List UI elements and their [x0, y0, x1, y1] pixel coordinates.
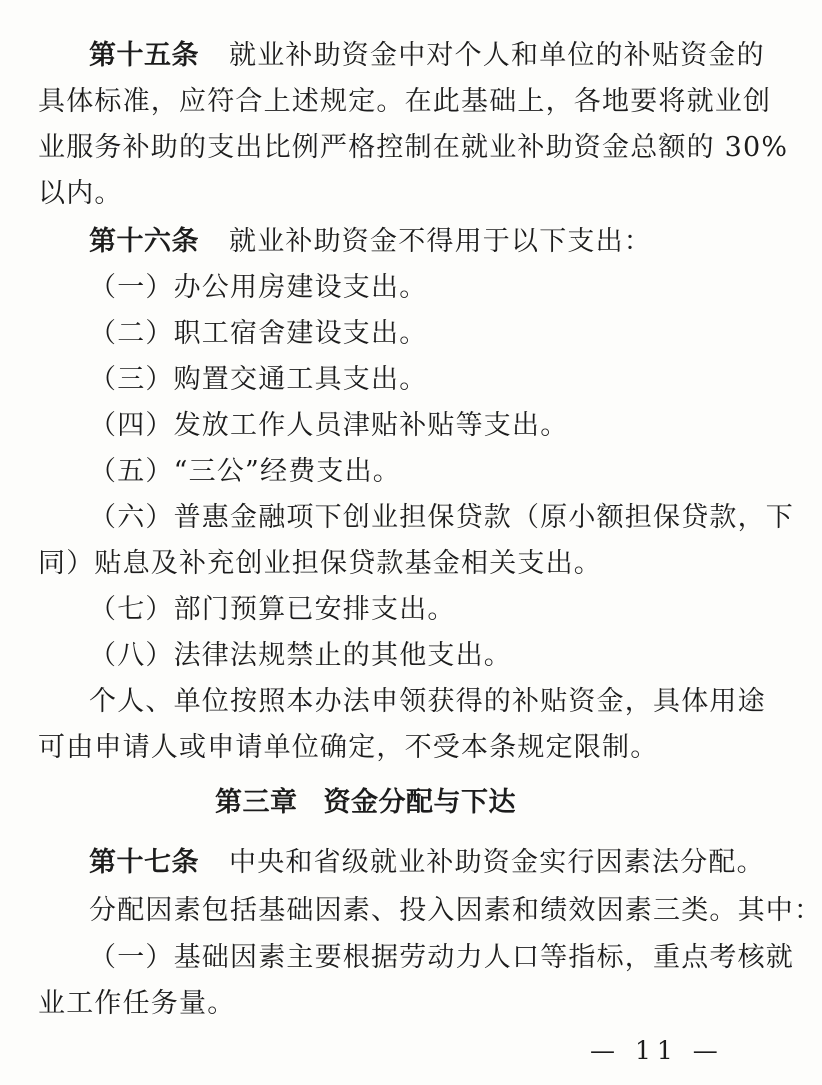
list-item-8: （八）法律法规禁止的其他支出。 — [89, 640, 512, 671]
list-item-7: （七）部门预算已安排支出。 — [89, 594, 456, 625]
paragraph-line-2: 可由申请人或申请单位确定，不受本条规定限制。 — [38, 732, 659, 763]
article-17-line-1 — [89, 845, 765, 881]
page-number: — 11 — — [590, 1036, 724, 1065]
article-16-line-1 — [89, 224, 693, 260]
paragraph-line-1: 个人、单位按照本办法申领获得的补贴资金，具体用途 — [89, 686, 766, 717]
article-15-line-2: 具体标准，应符合上述规定。在此基础上，各地要将就业创 — [38, 86, 772, 117]
article-15-line-3: 业服务补助的支出比例严格控制在就业补助资金总额的 30% — [38, 132, 789, 163]
list-item-4: （四）发放工作人员津贴补贴等支出。 — [89, 410, 569, 441]
article-17-heading: 第十七条 — [89, 847, 199, 878]
list-item-3: （三）购置交通工具支出。 — [89, 364, 428, 395]
list-item-2: （二）职工宿舍建设支出。 — [89, 318, 428, 349]
chapter-heading — [0, 785, 731, 821]
article-17-text: 中央和省级就业补助资金实行因素法分配。 — [229, 847, 765, 878]
list-item-5: （五）“三公”经费支出。 — [89, 456, 402, 487]
article-17-line-3: （一）基础因素主要根据劳动力人口等指标，重点考核就 — [89, 942, 794, 973]
list-item-1: （一）办公用房建设支出。 — [89, 272, 428, 303]
chapter-number: 第三章 — [215, 787, 298, 818]
list-item-6-line-2: 同）贴息及补充创业担保贷款基金相关支出。 — [38, 548, 602, 579]
article-15-heading: 第十五条 — [89, 40, 199, 71]
article-17-line-4: 业工作任务量。 — [38, 988, 236, 1019]
article-16-heading: 第十六条 — [89, 226, 199, 257]
article-17-line-2: 分配因素包括基础因素、投入因素和绩效因素三类。其中： — [89, 895, 822, 926]
list-item-6-line-1: （六）普惠金融项下创业担保贷款（原小额担保贷款，下 — [89, 502, 794, 533]
article-15-line-4: 以内。 — [38, 178, 123, 209]
chapter-title: 资金分配与下达 — [323, 787, 516, 818]
article-15-line-1 — [89, 38, 765, 74]
article-15-text: 就业补助资金中对个人和单位的补贴资金的 — [229, 40, 765, 71]
article-16-text: 就业补助资金不得用于以下支出： — [229, 226, 652, 257]
